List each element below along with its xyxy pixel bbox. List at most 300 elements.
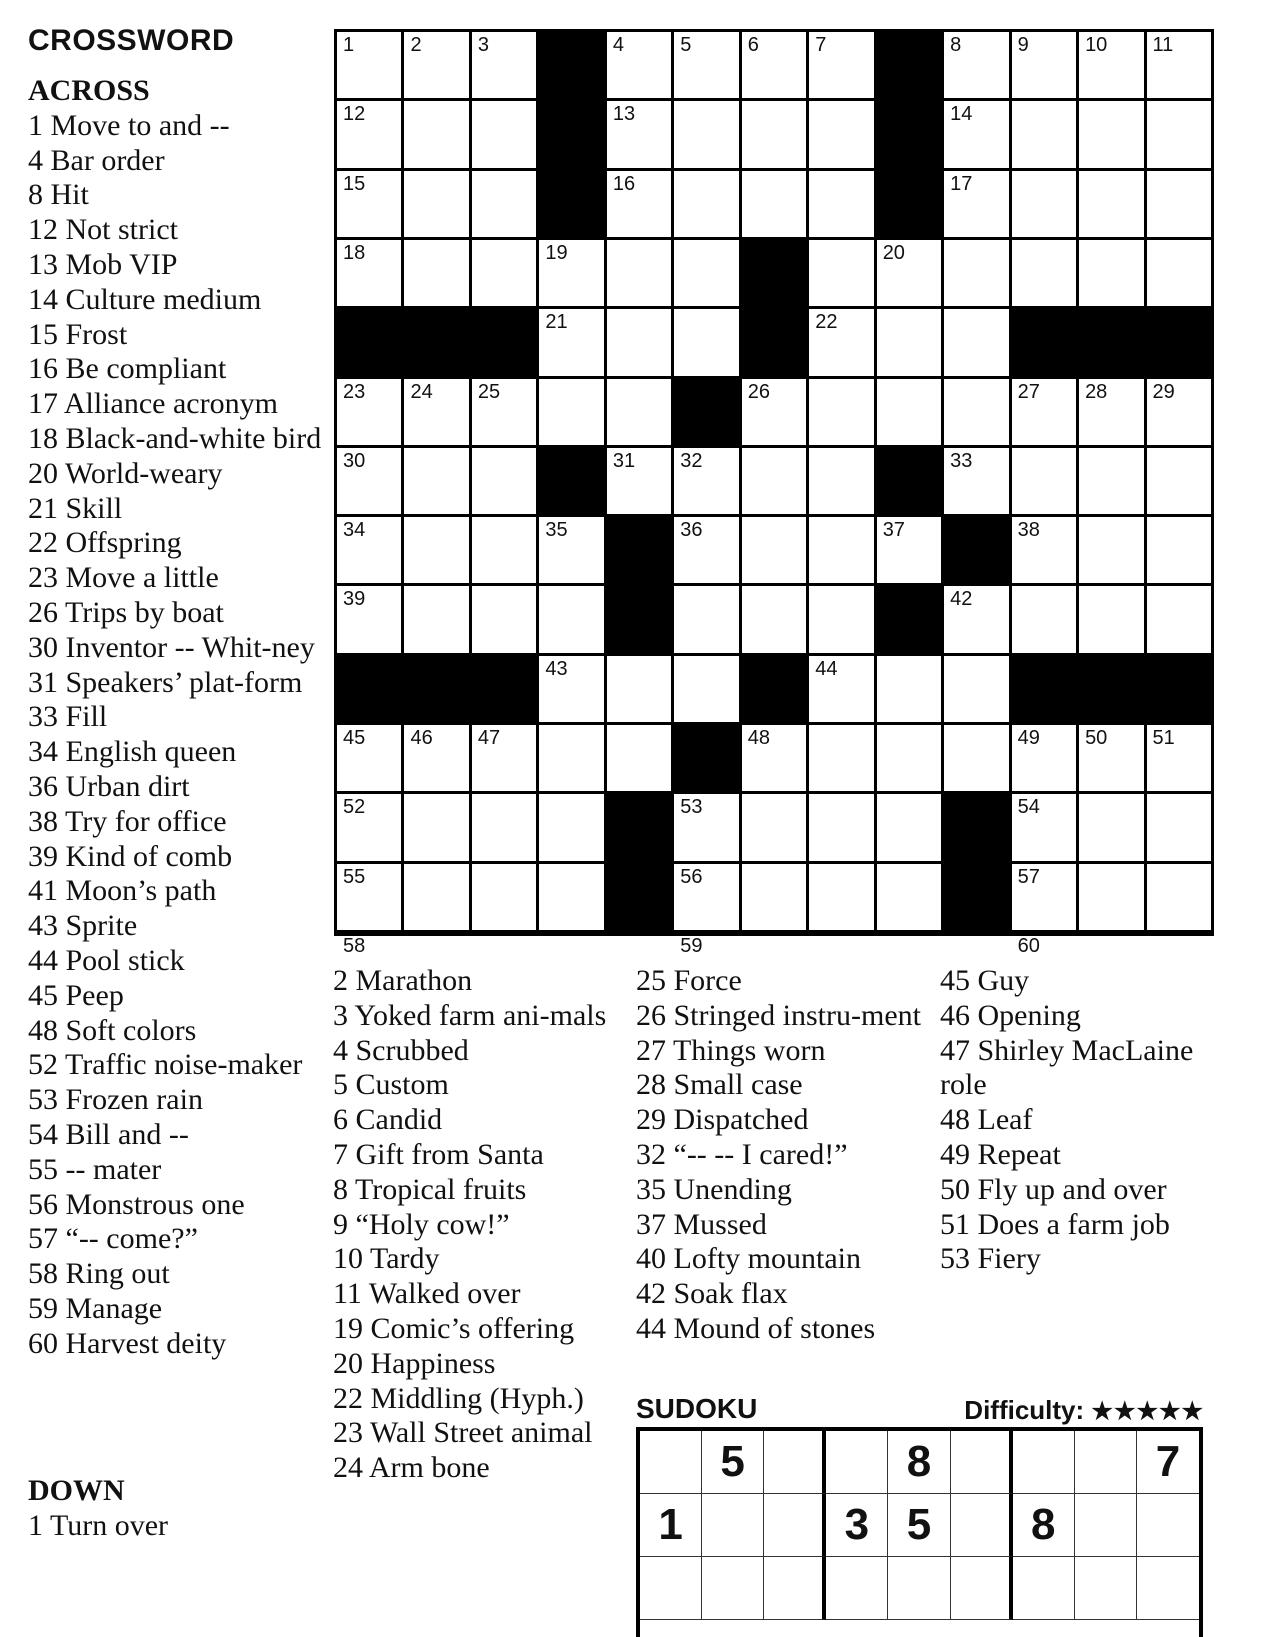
crossword-cell[interactable] bbox=[944, 725, 1008, 791]
clue-item: 45 Peep bbox=[28, 978, 124, 1012]
crossword-cell[interactable] bbox=[944, 171, 1008, 237]
crossword-cell[interactable] bbox=[809, 309, 873, 375]
crossword-cell[interactable] bbox=[404, 725, 468, 791]
cell-number: 46 bbox=[410, 727, 433, 750]
crossword-cell[interactable] bbox=[742, 32, 806, 98]
cell-number: 28 bbox=[1085, 380, 1108, 403]
sudoku-cell[interactable] bbox=[1137, 1494, 1199, 1557]
crossword-cell[interactable] bbox=[404, 448, 468, 514]
crossword-cell[interactable] bbox=[539, 517, 603, 583]
crossword-black-cell bbox=[539, 101, 603, 167]
crossword-cell[interactable] bbox=[472, 725, 536, 791]
cell-number: 17 bbox=[950, 172, 973, 195]
clue-item: 55 -- mater bbox=[28, 1152, 162, 1186]
crossword-cell[interactable] bbox=[539, 864, 603, 930]
crossword-cell[interactable] bbox=[539, 586, 603, 652]
clue-item: 28 Small case bbox=[636, 1068, 803, 1102]
clue-item: 18 Black-and-white bird bbox=[28, 421, 322, 455]
clue-item: 53 Fiery bbox=[940, 1242, 1041, 1276]
clue-item: 48 Leaf bbox=[940, 1103, 1033, 1137]
crossword-cell[interactable] bbox=[1012, 586, 1076, 652]
cell-number: 57 bbox=[1017, 865, 1040, 888]
crossword-cell[interactable] bbox=[674, 517, 738, 583]
across-header: ACROSS bbox=[28, 74, 150, 107]
sudoku-cell[interactable] bbox=[1013, 1557, 1075, 1620]
crossword-black-cell bbox=[337, 309, 401, 375]
clue-item: 41 Moon’s path bbox=[28, 874, 217, 908]
crossword-cell[interactable] bbox=[1012, 379, 1076, 445]
crossword-cell[interactable] bbox=[742, 448, 806, 514]
cell-number: 30 bbox=[343, 449, 366, 472]
crossword-cell[interactable] bbox=[877, 864, 941, 930]
crossword-cell[interactable] bbox=[337, 586, 401, 652]
clue-item: 45 Guy bbox=[940, 964, 1030, 997]
crossword-cell[interactable] bbox=[674, 864, 738, 930]
clue-item: 34 English queen bbox=[28, 735, 237, 769]
crossword-cell[interactable] bbox=[337, 448, 401, 514]
crossword-cell[interactable] bbox=[674, 448, 738, 514]
sudoku-cell[interactable] bbox=[951, 1431, 1013, 1494]
crossword-cell[interactable] bbox=[1079, 794, 1143, 860]
crossword-title: CROSSWORD bbox=[28, 24, 235, 57]
crossword-cell[interactable] bbox=[472, 586, 536, 652]
crossword-cell[interactable] bbox=[674, 32, 738, 98]
crossword-cell[interactable] bbox=[337, 171, 401, 237]
crossword-black-cell bbox=[742, 309, 806, 375]
crossword-black-cell bbox=[1079, 309, 1143, 375]
crossword-cell[interactable] bbox=[539, 379, 603, 445]
down-header: DOWN bbox=[28, 1474, 125, 1507]
clue-item: 11 Walked over bbox=[333, 1277, 521, 1311]
clue-item: 20 World-weary bbox=[28, 456, 223, 490]
clue-item: 60 Harvest deity bbox=[28, 1326, 227, 1360]
crossword-cell[interactable] bbox=[742, 517, 806, 583]
crossword-cell[interactable] bbox=[809, 586, 873, 652]
cell-number: 36 bbox=[680, 519, 703, 542]
crossword-cell[interactable] bbox=[944, 379, 1008, 445]
cell-number: 52 bbox=[343, 796, 366, 819]
sudoku-cell[interactable] bbox=[951, 1557, 1013, 1620]
crossword-cell[interactable] bbox=[1012, 171, 1076, 237]
crossword-cell[interactable] bbox=[674, 586, 738, 652]
cell-number: 14 bbox=[950, 103, 973, 126]
clue-item: 19 Comic’s offering bbox=[333, 1311, 575, 1345]
crossword-black-cell bbox=[1147, 309, 1211, 375]
crossword-cell[interactable] bbox=[607, 309, 671, 375]
clue-item: 26 Stringed instru-ment bbox=[636, 998, 921, 1032]
cell-number: 56 bbox=[680, 865, 703, 888]
crossword-cell[interactable] bbox=[472, 240, 536, 306]
clue-item: 54 Bill and -- bbox=[28, 1117, 189, 1151]
crossword-black-cell bbox=[1079, 656, 1143, 722]
cell-number: 33 bbox=[950, 449, 973, 472]
cell-number: 29 bbox=[1152, 380, 1175, 403]
crossword-cell[interactable] bbox=[1079, 171, 1143, 237]
cell-number: 13 bbox=[612, 103, 636, 126]
crossword-cell[interactable] bbox=[472, 794, 536, 860]
sudoku-cell: 7 bbox=[1137, 1431, 1199, 1494]
crossword-cell[interactable] bbox=[539, 656, 603, 722]
crossword-cell[interactable] bbox=[1147, 171, 1211, 237]
crossword-cell[interactable] bbox=[607, 725, 671, 791]
crossword-cell[interactable] bbox=[674, 309, 738, 375]
crossword-cell[interactable] bbox=[539, 309, 603, 375]
crossword-cell[interactable] bbox=[1079, 586, 1143, 652]
cell-number: 5 bbox=[680, 34, 692, 56]
crossword-cell[interactable] bbox=[337, 517, 401, 583]
crossword-cell[interactable] bbox=[1147, 101, 1211, 167]
crossword-cell[interactable] bbox=[1012, 32, 1076, 98]
sudoku-cell[interactable] bbox=[1075, 1494, 1137, 1557]
sudoku-cell: 8 bbox=[888, 1431, 950, 1494]
crossword-black-cell bbox=[404, 309, 468, 375]
crossword-cell[interactable] bbox=[404, 379, 468, 445]
cell-number: 37 bbox=[882, 519, 905, 542]
crossword-cell[interactable] bbox=[877, 656, 941, 722]
crossword-cell[interactable] bbox=[809, 794, 873, 860]
clue-item: 37 Mussed bbox=[636, 1207, 767, 1241]
crossword-cell[interactable] bbox=[809, 101, 873, 167]
sudoku-cell[interactable] bbox=[1075, 1557, 1137, 1620]
cell-number: 27 bbox=[1017, 380, 1040, 403]
crossword-cell[interactable] bbox=[1147, 725, 1211, 791]
crossword-black-cell bbox=[742, 656, 806, 722]
cell-number: 25 bbox=[477, 380, 501, 403]
sudoku-cell[interactable] bbox=[826, 1431, 888, 1494]
sudoku-cell[interactable] bbox=[764, 1557, 826, 1620]
clue-item: 9 “Holy cow!” bbox=[333, 1207, 510, 1241]
crossword-cell[interactable] bbox=[1012, 725, 1076, 791]
down-clues-col2 bbox=[333, 964, 623, 1486]
crossword-cell[interactable] bbox=[809, 517, 873, 583]
crossword-cell[interactable] bbox=[809, 656, 873, 722]
sudoku-cell[interactable] bbox=[702, 1557, 764, 1620]
crossword-black-cell bbox=[539, 32, 603, 98]
crossword-grid bbox=[334, 29, 1214, 957]
cell-number: 44 bbox=[815, 657, 838, 680]
crossword-black-cell bbox=[404, 656, 468, 722]
cell-number: 48 bbox=[747, 727, 771, 750]
clue-item: 40 Lofty mountain bbox=[636, 1242, 861, 1276]
crossword-cell[interactable] bbox=[404, 101, 468, 167]
crossword-cell[interactable] bbox=[944, 656, 1008, 722]
crossword-cell[interactable] bbox=[674, 101, 738, 167]
crossword-cell[interactable] bbox=[809, 240, 873, 306]
clue-item: 23 Move a little bbox=[28, 561, 219, 595]
crossword-cell[interactable] bbox=[472, 32, 536, 98]
crossword-cell[interactable] bbox=[404, 240, 468, 306]
crossword-black-cell bbox=[877, 448, 941, 514]
crossword-cell[interactable] bbox=[1079, 448, 1143, 514]
crossword-cell[interactable] bbox=[337, 725, 401, 791]
sudoku-cell[interactable] bbox=[640, 1431, 702, 1494]
crossword-cell[interactable] bbox=[1012, 448, 1076, 514]
clue-item: 4 Scrubbed bbox=[333, 1033, 469, 1067]
crossword-cell[interactable] bbox=[607, 240, 671, 306]
clue-item: 33 Fill bbox=[28, 700, 108, 734]
clue-item: 58 Ring out bbox=[28, 1257, 170, 1291]
crossword-cell[interactable] bbox=[1079, 101, 1143, 167]
crossword-cell[interactable] bbox=[944, 309, 1008, 375]
clue-item: 44 Pool stick bbox=[28, 943, 185, 977]
crossword-cell[interactable] bbox=[809, 448, 873, 514]
cell-number: 31 bbox=[612, 449, 636, 472]
crossword-cell[interactable] bbox=[674, 794, 738, 860]
crossword-cell[interactable] bbox=[472, 864, 536, 930]
clue-item: 20 Happiness bbox=[333, 1346, 496, 1380]
crossword-cell[interactable] bbox=[404, 517, 468, 583]
cell-number: 42 bbox=[950, 588, 973, 611]
crossword-cell[interactable] bbox=[742, 794, 806, 860]
crossword-cell[interactable] bbox=[1079, 517, 1143, 583]
sudoku-cell[interactable] bbox=[826, 1557, 888, 1620]
cell-number: 45 bbox=[343, 727, 366, 750]
crossword-cell[interactable] bbox=[809, 864, 873, 930]
cell-number: 8 bbox=[950, 34, 962, 56]
crossword-cell[interactable] bbox=[337, 794, 401, 860]
sudoku-cell[interactable] bbox=[888, 1557, 950, 1620]
clue-item: 10 Tardy bbox=[333, 1242, 440, 1276]
cell-number: 21 bbox=[545, 311, 568, 334]
sudoku-cell[interactable] bbox=[951, 1494, 1013, 1557]
clue-item: 2 Marathon bbox=[333, 964, 473, 997]
sudoku-cell[interactable] bbox=[1137, 1557, 1199, 1620]
crossword-cell[interactable] bbox=[1012, 517, 1076, 583]
crossword-cell[interactable] bbox=[877, 240, 941, 306]
crossword-cell[interactable] bbox=[1147, 240, 1211, 306]
crossword-black-cell bbox=[742, 240, 806, 306]
cell-number: 38 bbox=[1017, 519, 1040, 542]
cell-number: 12 bbox=[343, 103, 366, 126]
clue-item: 35 Unending bbox=[636, 1172, 792, 1206]
crossword-cell[interactable] bbox=[1012, 240, 1076, 306]
sudoku-cell[interactable] bbox=[702, 1494, 764, 1557]
cell-number: 59 bbox=[680, 935, 703, 957]
clue-item: 27 Things worn bbox=[636, 1033, 826, 1067]
crossword-cell[interactable] bbox=[1147, 586, 1211, 652]
cell-number: 15 bbox=[343, 172, 366, 195]
sudoku-cell: 3 bbox=[826, 1494, 888, 1557]
clue-item: 1 Move to and -- bbox=[28, 108, 230, 142]
crossword-cell[interactable] bbox=[1147, 32, 1211, 98]
cell-number: 55 bbox=[343, 865, 366, 888]
crossword-cell[interactable] bbox=[472, 171, 536, 237]
cell-number: 49 bbox=[1017, 727, 1040, 750]
clue-item: 43 Sprite bbox=[28, 909, 138, 943]
clue-item: 17 Alliance acronym bbox=[28, 387, 278, 421]
crossword-cell[interactable] bbox=[1147, 794, 1211, 860]
difficulty-label: Difficulty: bbox=[964, 1395, 1085, 1425]
crossword-cell[interactable] bbox=[944, 101, 1008, 167]
clue-item: 21 Skill bbox=[28, 491, 123, 525]
crossword-cell[interactable] bbox=[1012, 794, 1076, 860]
crossword-cell[interactable] bbox=[472, 379, 536, 445]
sudoku-cell[interactable] bbox=[1075, 1431, 1137, 1494]
sudoku-cell[interactable] bbox=[764, 1494, 826, 1557]
crossword-cell[interactable] bbox=[472, 101, 536, 167]
cell-number: 47 bbox=[477, 727, 501, 750]
crossword-cell[interactable] bbox=[877, 379, 941, 445]
crossword-cell[interactable] bbox=[877, 517, 941, 583]
cell-number: 34 bbox=[343, 519, 366, 542]
crossword-cell[interactable] bbox=[877, 725, 941, 791]
crossword-cell[interactable] bbox=[404, 864, 468, 930]
crossword-cell[interactable] bbox=[674, 656, 738, 722]
crossword-cell[interactable] bbox=[1147, 864, 1211, 930]
cell-number: 54 bbox=[1017, 796, 1040, 819]
crossword-cell[interactable] bbox=[607, 32, 671, 98]
crossword-cell[interactable] bbox=[742, 864, 806, 930]
clue-item: 16 Be compliant bbox=[28, 352, 227, 386]
crossword-cell[interactable] bbox=[337, 379, 401, 445]
cell-number: 58 bbox=[343, 935, 366, 957]
clue-item: 32 “-- -- I cared!” bbox=[636, 1137, 848, 1171]
crossword-black-cell bbox=[674, 379, 738, 445]
crossword-cell[interactable] bbox=[674, 171, 738, 237]
across-clues bbox=[28, 74, 328, 1361]
crossword-cell[interactable] bbox=[742, 171, 806, 237]
crossword-black-cell bbox=[944, 864, 1008, 930]
clue-item: 36 Urban dirt bbox=[28, 769, 190, 803]
crossword-cell[interactable] bbox=[944, 586, 1008, 652]
clue-item: 44 Mound of stones bbox=[636, 1311, 876, 1345]
crossword-cell[interactable] bbox=[337, 32, 401, 98]
crossword-cell[interactable] bbox=[944, 240, 1008, 306]
crossword-black-cell bbox=[877, 32, 941, 98]
cell-number: 26 bbox=[747, 380, 771, 403]
clue-item: 4 Bar order bbox=[28, 143, 165, 177]
crossword-cell[interactable] bbox=[539, 725, 603, 791]
clue-item: 47 Shirley MacLaine role bbox=[940, 1033, 1194, 1102]
clue-item: 8 Hit bbox=[28, 178, 89, 212]
clue-item: 42 Soak flax bbox=[636, 1277, 788, 1311]
clue-item: 26 Trips by boat bbox=[28, 595, 224, 629]
sudoku-title: SUDOKU bbox=[636, 1393, 758, 1424]
crossword-cell[interactable] bbox=[1147, 448, 1211, 514]
cell-number: 22 bbox=[815, 311, 838, 334]
crossword-cell[interactable] bbox=[877, 794, 941, 860]
crossword-black-cell bbox=[674, 725, 738, 791]
difficulty-rating bbox=[964, 1395, 1204, 1426]
clue-item: 22 Offspring bbox=[28, 526, 182, 560]
clue-item: 53 Frozen rain bbox=[28, 1083, 203, 1117]
crossword-cell[interactable] bbox=[1079, 379, 1143, 445]
crossword-cell[interactable] bbox=[809, 379, 873, 445]
crossword-cell[interactable] bbox=[1147, 517, 1211, 583]
crossword-cell[interactable] bbox=[1079, 32, 1143, 98]
crossword-cell[interactable] bbox=[607, 171, 671, 237]
crossword-cell[interactable] bbox=[742, 379, 806, 445]
cell-number: 53 bbox=[680, 796, 703, 819]
clue-item: 51 Does a farm job bbox=[940, 1207, 1170, 1241]
sudoku-cell: 5 bbox=[888, 1494, 950, 1557]
crossword-cell[interactable] bbox=[1147, 379, 1211, 445]
crossword-cell[interactable] bbox=[404, 586, 468, 652]
down-clues-col3 bbox=[636, 964, 926, 1347]
sudoku-cell[interactable] bbox=[640, 1557, 702, 1620]
sudoku-cell: 8 bbox=[1013, 1494, 1075, 1557]
crossword-black-cell bbox=[1012, 656, 1076, 722]
crossword-cell[interactable] bbox=[944, 448, 1008, 514]
crossword-cell[interactable] bbox=[404, 794, 468, 860]
cell-number: 4 bbox=[612, 34, 624, 56]
crossword-cell[interactable] bbox=[742, 586, 806, 652]
crossword-cell[interactable] bbox=[607, 379, 671, 445]
cell-number: 19 bbox=[545, 241, 568, 264]
crossword-cell[interactable] bbox=[404, 32, 468, 98]
crossword-cell[interactable] bbox=[809, 32, 873, 98]
clue-item: 59 Manage bbox=[28, 1291, 163, 1325]
crossword-cell[interactable] bbox=[809, 725, 873, 791]
crossword-black-cell bbox=[607, 864, 671, 930]
crossword-black-cell bbox=[877, 586, 941, 652]
crossword-cell[interactable] bbox=[607, 101, 671, 167]
down-clues-col1 bbox=[28, 1474, 328, 1544]
clue-item: 24 Arm bone bbox=[333, 1451, 490, 1485]
crossword-cell[interactable] bbox=[944, 32, 1008, 98]
clue-item: 30 Inventor -- Whit-ney bbox=[28, 630, 315, 664]
crossword-cell[interactable] bbox=[337, 864, 401, 930]
cell-number: 1 bbox=[343, 34, 355, 56]
crossword-cell[interactable] bbox=[607, 448, 671, 514]
crossword-cell[interactable] bbox=[1079, 725, 1143, 791]
sudoku-grid bbox=[636, 1427, 1203, 1637]
crossword-black-cell bbox=[607, 794, 671, 860]
crossword-cell[interactable] bbox=[607, 656, 671, 722]
crossword-black-cell bbox=[877, 171, 941, 237]
cell-number: 51 bbox=[1152, 727, 1175, 750]
clue-item: 52 Traffic noise-maker bbox=[28, 1048, 303, 1082]
crossword-cell[interactable] bbox=[539, 794, 603, 860]
crossword-cell[interactable] bbox=[742, 101, 806, 167]
crossword-cell[interactable] bbox=[404, 171, 468, 237]
sudoku-cell: 5 bbox=[702, 1431, 764, 1494]
cell-number: 39 bbox=[343, 588, 366, 611]
clue-item: 3 Yoked farm ani-mals bbox=[333, 998, 607, 1032]
clue-item: 25 Force bbox=[636, 964, 742, 997]
crossword-cell[interactable] bbox=[337, 101, 401, 167]
crossword-cell[interactable] bbox=[337, 240, 401, 306]
clue-item: 39 Kind of comb bbox=[28, 839, 233, 873]
crossword-cell[interactable] bbox=[877, 309, 941, 375]
crossword-cell[interactable] bbox=[539, 240, 603, 306]
clue-item: 8 Tropical fruits bbox=[333, 1172, 527, 1206]
crossword-cell[interactable] bbox=[1012, 864, 1076, 930]
crossword-cell[interactable] bbox=[472, 517, 536, 583]
crossword-cell[interactable] bbox=[742, 725, 806, 791]
crossword-cell[interactable] bbox=[472, 448, 536, 514]
clue-item: 15 Frost bbox=[28, 317, 128, 351]
down-clues-col4 bbox=[940, 964, 1240, 1277]
cell-number: 60 bbox=[1017, 935, 1040, 957]
crossword-black-cell bbox=[607, 586, 671, 652]
clue-item: 1 Turn over bbox=[28, 1508, 169, 1542]
sudoku-cell[interactable] bbox=[764, 1431, 826, 1494]
crossword-cell[interactable] bbox=[1012, 101, 1076, 167]
crossword-black-cell bbox=[337, 656, 401, 722]
crossword-black-cell bbox=[1147, 656, 1211, 722]
clue-item: 57 “-- come?” bbox=[28, 1222, 198, 1256]
clue-item: 31 Speakers’ plat-form bbox=[28, 665, 303, 699]
crossword-cell[interactable] bbox=[1079, 864, 1143, 930]
crossword-black-cell bbox=[877, 101, 941, 167]
crossword-cell[interactable] bbox=[809, 171, 873, 237]
sudoku-cell[interactable] bbox=[1013, 1431, 1075, 1494]
crossword-cell[interactable] bbox=[674, 240, 738, 306]
crossword-cell[interactable] bbox=[1079, 240, 1143, 306]
cell-number: 35 bbox=[545, 519, 568, 542]
difficulty-stars: ★★★★★ bbox=[1091, 1398, 1204, 1425]
